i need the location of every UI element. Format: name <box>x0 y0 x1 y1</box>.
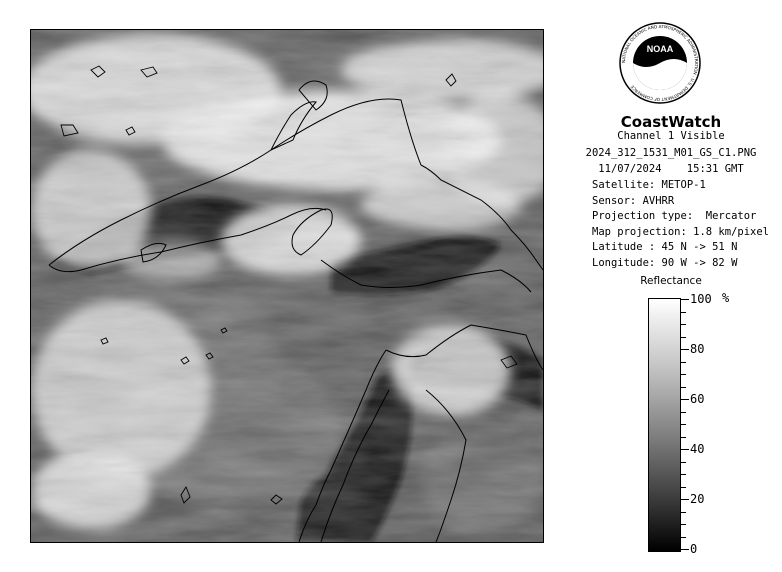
colorbar-minor-tick <box>680 387 686 388</box>
channel-label: Channel 1 Visible <box>617 130 725 142</box>
projection-type-label: Projection type: Mercator <box>592 210 757 222</box>
colorbar-minor-tick <box>680 512 686 513</box>
colorbar-minor-tick <box>680 462 686 463</box>
colorbar-major-tick <box>680 349 689 350</box>
satellite-label: Satellite: METOP-1 <box>592 179 706 191</box>
colorbar-major-tick <box>680 549 689 550</box>
colorbar-major-tick <box>680 299 689 300</box>
colorbar-minor-tick <box>680 362 686 363</box>
longitude-label: Longitude: 90 W -> 82 W <box>592 257 738 269</box>
app-title: CoastWatch <box>620 113 722 131</box>
colorbar-minor-tick <box>680 424 686 425</box>
colorbar-minor-tick <box>680 374 686 375</box>
colorbar-tick-label: 20 <box>690 492 705 506</box>
noaa-logo-icon <box>619 22 701 104</box>
colorbar-minor-tick <box>680 524 686 525</box>
satellite-imagery-svg <box>31 30 543 542</box>
colorbar-tick-label: 60 <box>690 392 705 406</box>
colorbar-major-tick <box>680 399 689 400</box>
noaa-logo <box>619 22 701 104</box>
colorbar-minor-tick <box>680 487 686 488</box>
colorbar-major-tick <box>680 449 689 450</box>
logo-ring-text: NATIONAL OCEANIC AND ATMOSPHERIC ADMINISTRATION · U.S. DEPARTMENT OF COMMERCE <box>620 23 700 103</box>
sensor-label: Sensor: AVHRR <box>592 195 675 207</box>
colorbar-minor-tick <box>680 437 686 438</box>
colorbar-major-tick <box>680 499 689 500</box>
map-projection-label: Map projection: 1.8 km/pixel <box>592 226 770 238</box>
colorbar-minor-tick <box>680 337 686 338</box>
logo-text: NOAA <box>646 44 674 54</box>
colorbar-minor-tick <box>680 537 686 538</box>
colorbar-unit: % <box>722 291 730 305</box>
colorbar-tick-label: 100 <box>690 292 712 306</box>
satellite-image <box>30 29 544 543</box>
colorbar <box>648 298 681 552</box>
colorbar-minor-tick <box>680 474 686 475</box>
datetime-label: 11/07/2024 15:31 GMT <box>598 163 744 175</box>
colorbar-minor-tick <box>680 324 686 325</box>
colorbar-tick-label: 80 <box>690 342 705 356</box>
filename-label: 2024_312_1531_M01_GS_C1.PNG <box>585 147 757 159</box>
colorbar-tick-label: 40 <box>690 442 705 456</box>
colorbar-tick-label: 0 <box>690 542 698 556</box>
colorbar-minor-tick <box>680 412 686 413</box>
latitude-label: Latitude : 45 N -> 51 N <box>592 241 738 253</box>
colorbar-minor-tick <box>680 312 686 313</box>
colorbar-title: Reflectance <box>640 275 702 287</box>
